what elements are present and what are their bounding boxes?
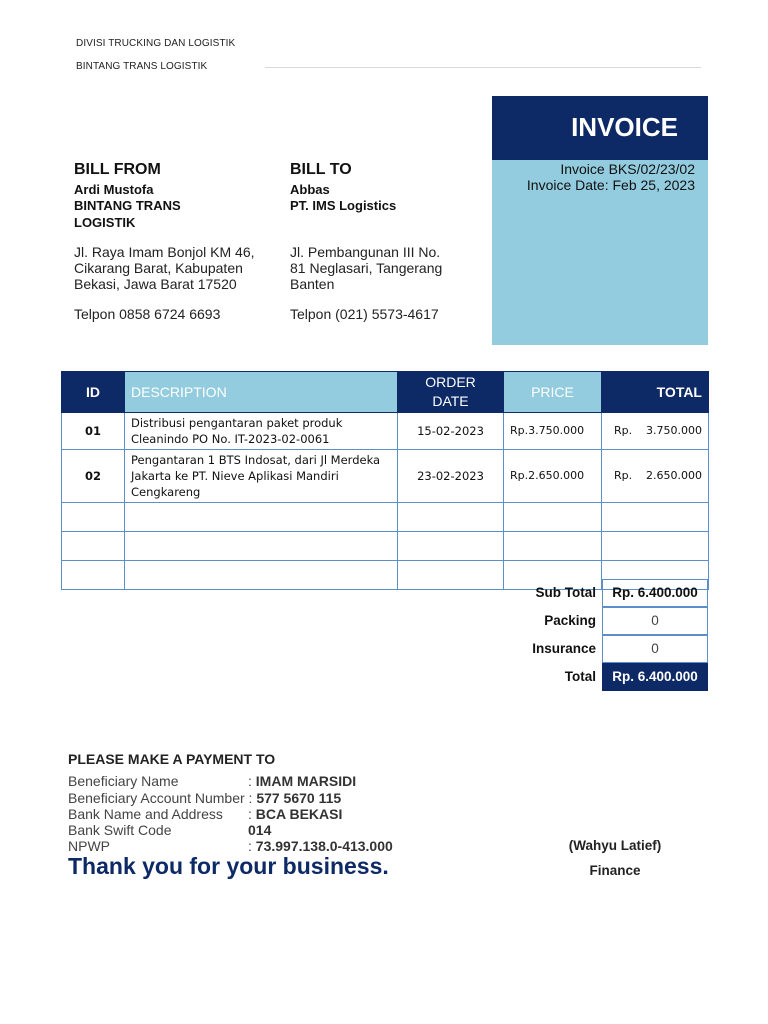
subtotal-value: Rp. 6.400.000 [602, 579, 708, 607]
invoice-items-table [61, 371, 709, 590]
bill-from-heading: BILL FROM [74, 161, 161, 178]
col-header-order-date [398, 372, 504, 413]
col-header-total: TOTAL [602, 372, 709, 413]
row-description-line: Cleanindo PO No. IT-2023-02-0061 [131, 432, 330, 446]
row-total-value: 2.650.000 [646, 469, 702, 482]
bill-from-address-1: Jl. Raya Imam Bonjol KM 46, [74, 244, 255, 260]
bill-from-company-1: BINTANG TRANS [74, 198, 181, 213]
row-description [125, 450, 398, 503]
subtotal-label: Sub Total [535, 585, 596, 600]
packing-value: 0 [602, 607, 708, 635]
invoice-title: INVOICE [571, 112, 678, 142]
col-header-order-date-line2: DATE [432, 393, 469, 409]
npwp-label: NPWP [68, 838, 110, 854]
col-header-description: DESCRIPTION [125, 372, 398, 413]
bill-from-address-2: Cikarang Barat, Kabupaten [74, 260, 243, 276]
beneficiary-name-sep: : [248, 773, 252, 789]
header-divider [265, 67, 701, 68]
npwp-value: 73.997.138.0-413.000 [255, 838, 393, 854]
bank-label: Bank Name and Address [68, 806, 223, 822]
table-row-empty [62, 503, 709, 532]
row-price [504, 413, 602, 450]
table-header-row [62, 372, 709, 413]
packing-label: Packing [544, 613, 596, 628]
row-id: 01 [62, 413, 125, 450]
row-id: 02 [62, 450, 125, 503]
row-price-value: 3.750.000 [528, 424, 585, 437]
npwp-row [68, 838, 393, 854]
beneficiary-name-value: IMAM MARSIDI [255, 773, 357, 789]
bank-sep: : [248, 806, 252, 822]
thank-you-message: Thank you for your business. [68, 853, 389, 879]
row-total [602, 450, 709, 503]
row-total-value: 3.750.000 [646, 424, 702, 437]
table-row [62, 450, 709, 503]
account-number-value: 577 5670 115 [256, 790, 342, 806]
payment-heading: PLEASE MAKE A PAYMENT TO [68, 751, 276, 767]
bank-value: BCA BEKASI [255, 806, 343, 822]
signatory-role: Finance [589, 863, 641, 878]
table-row-empty [62, 532, 709, 561]
bill-from-address-3: Bekasi, Jawa Barat 17520 [74, 276, 237, 292]
bill-to-address-1: Jl. Pembangunan III No. [290, 244, 441, 260]
col-header-id: ID [62, 372, 125, 413]
bill-to-heading: BILL TO [290, 161, 352, 178]
swift-label: Bank Swift Code [68, 822, 172, 838]
division-name: DIVISI TRUCKING DAN LOGISTIK [76, 38, 236, 49]
swift-value: 014 [248, 822, 272, 838]
row-description-line: Pengantaran 1 BTS Indosat, dari Jl Merdeka [131, 453, 381, 467]
row-total-currency: Rp. [614, 424, 633, 437]
invoice-date: Invoice Date: Feb 25, 2023 [526, 177, 695, 193]
row-description [125, 413, 398, 450]
account-number-sep: : [248, 790, 253, 806]
account-number-label: Beneficiary Account Number [68, 790, 245, 806]
row-price [504, 450, 602, 503]
total-label: Total [564, 669, 596, 684]
row-total-currency: Rp. [614, 469, 633, 482]
row-description-line: Distribusi pengantaran paket produk [131, 416, 343, 430]
table-row [62, 413, 709, 450]
invoice-number: Invoice BKS/02/23/02 [560, 161, 695, 177]
bill-to-name: Abbas [290, 182, 330, 197]
signatory-name: (Wahyu Latief) [568, 838, 662, 853]
total-value: Rp. 6.400.000 [602, 663, 708, 691]
insurance-value: 0 [602, 635, 708, 663]
bill-from-company-2: LOGISTIK [74, 215, 136, 230]
bill-to-address-2: 81 Neglasari, Tangerang [290, 260, 443, 276]
beneficiary-name-label: Beneficiary Name [68, 773, 179, 789]
bill-from-phone: Telpon 0858 6724 6693 [74, 306, 221, 322]
swift-row [68, 822, 271, 838]
row-order-date: 23-02-2023 [398, 450, 504, 503]
col-header-price: PRICE [504, 372, 602, 413]
row-description-line: Cengkareng [131, 485, 201, 499]
row-total [602, 413, 709, 450]
col-header-order-date-line1: ORDER [425, 374, 476, 390]
company-name: BINTANG TRANS LOGISTIK [76, 61, 208, 72]
bill-to-address-3: Banten [290, 276, 335, 292]
beneficiary-name-row [68, 773, 356, 789]
bank-row [68, 806, 342, 822]
bill-to-company: PT. IMS Logistics [290, 198, 397, 213]
row-price-currency: Rp. [510, 469, 529, 482]
npwp-sep: : [248, 838, 252, 854]
row-price-currency: Rp. [510, 424, 529, 437]
insurance-label: Insurance [532, 641, 596, 656]
bill-to-phone: Telpon (021) 5573-4617 [290, 306, 439, 322]
row-price-value: 2.650.000 [528, 469, 585, 482]
row-description-line: Jakarta ke PT. Nieve Aplikasi Mandiri [131, 469, 339, 483]
row-order-date: 15-02-2023 [398, 413, 504, 450]
bill-from-name: Ardi Mustofa [74, 182, 154, 197]
account-number-row [68, 790, 341, 806]
